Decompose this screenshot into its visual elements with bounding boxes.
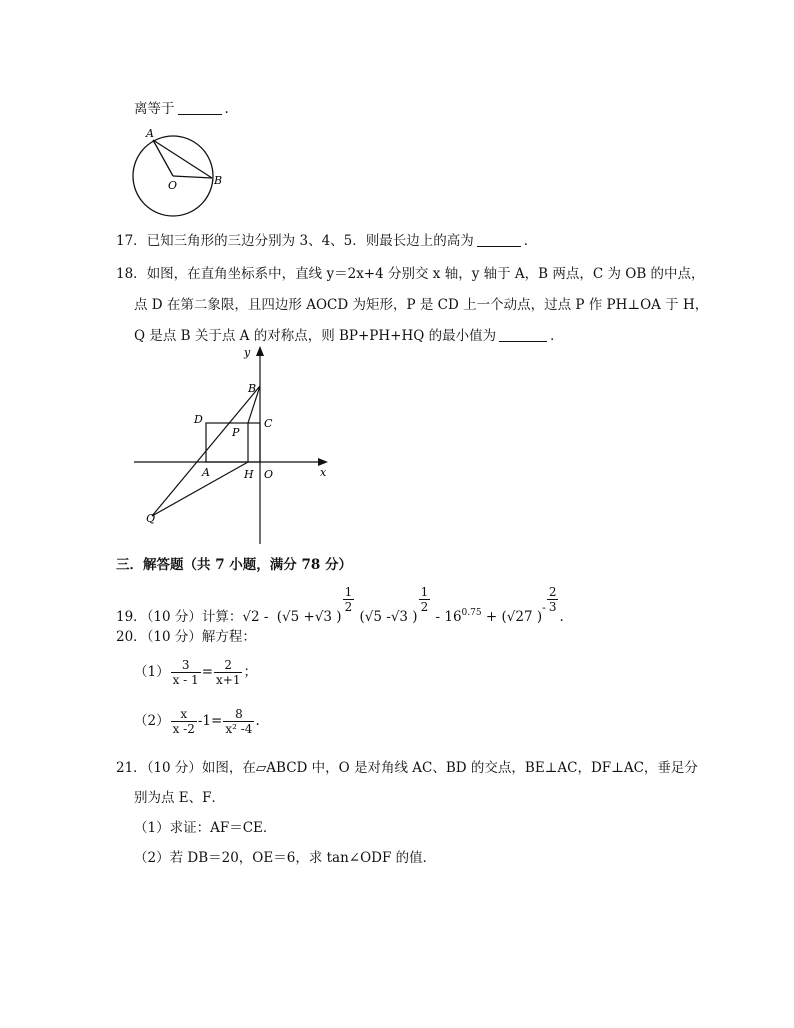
question-17: 17．已知三角形的三边分别为 3、4、5．则最长边上的高为 ．: [116, 233, 538, 249]
line-qb: [152, 386, 260, 516]
label-c: C: [264, 417, 273, 430]
question-20-part2: （2） $\frac{x}{x -2}$ -1= $\frac{8}{\text{x² -4}}$ .: [134, 707, 260, 736]
question-21-part1: （1）求证：AF＝CE．: [134, 820, 277, 836]
x-arrow: [318, 458, 328, 466]
fraction: $\frac{2}{x+1}$: [216, 658, 241, 687]
label-q: Q: [146, 512, 156, 525]
fraction: $\frac{3}{x - 1}$: [172, 658, 199, 687]
q16-tail: 离等于 .: [134, 101, 229, 117]
question-20: 20．（10 分）解方程：: [116, 629, 256, 645]
chord-ab: [153, 140, 212, 178]
question-19: 19．（10 分）计算：√2 - (√5 +√3 ) $\frac{1}{2}$ (√5 -√3 ) $\frac{1}{2}$ - $16^{0.75} + (√27$ )- $\frac{2}{3}$ .: [116, 585, 564, 625]
segment-qh: [152, 462, 248, 516]
label-o: O: [168, 179, 178, 192]
label-h: H: [244, 468, 254, 481]
label-o: O: [264, 468, 274, 481]
coordinate-figure: [130, 344, 330, 548]
label-b: B: [214, 174, 223, 187]
exponent-half: $\frac{1}{2}$: [344, 585, 353, 614]
label-d: D: [194, 413, 203, 426]
radius-oa: [153, 140, 173, 176]
radius-ob: [173, 176, 212, 178]
fraction: $\frac{8}{\text{x² -4}}$: [225, 707, 253, 736]
question-20-part1: （1） $\frac{3}{x - 1}$ = $\frac{2}{x+1}$ ；: [134, 658, 257, 687]
label-p: P: [232, 426, 240, 439]
label-a: A: [146, 127, 154, 140]
question-18-line3: Q 是点 B 关于点 A 的对称点，则 BP+PH+HQ 的最小值为 ．: [134, 328, 564, 344]
label-b: B: [248, 382, 257, 395]
answer-blank: [477, 232, 521, 247]
label-a: A: [202, 466, 210, 479]
circle-figure: [126, 124, 230, 222]
label-y: y: [244, 346, 251, 359]
fraction: $\frac{x}{x -2}$: [172, 707, 195, 736]
question-21-line1: 21．（10 分）如图，在▱ABCD 中，O 是对角线 AC、BD 的交点，BE⊥AC，DF⊥AC，垂足分: [116, 760, 698, 776]
question-18-line2: 点 D 在第二象限，且四边形 AOCD 为矩形，P 是 CD 上一个动点，过点 P 作 PH⊥OA 于 H，: [134, 297, 709, 313]
question-18-line1: 18．如图，在直角坐标系中，直线 y＝2x+4 分别交 x 轴，y 轴于 A，B 两点，C 为 OB 的中点，: [116, 266, 705, 282]
exponent-half: $\frac{1}{2}$: [420, 585, 429, 614]
answer-blank: [499, 327, 547, 342]
question-21-part2: （2）若 DB＝20，OE＝6，求 tan∠ODF 的值．: [134, 850, 437, 866]
exponent-two-thirds: $\frac{2}{3}$: [548, 585, 557, 614]
question-21-line2: 别为点 E、F．: [134, 790, 226, 806]
answer-blank: [178, 100, 222, 115]
y-arrow: [256, 346, 264, 356]
label-x: x: [320, 466, 327, 479]
section-heading: 三．解答题（共 7 小题，满分 78 分）: [116, 557, 352, 573]
